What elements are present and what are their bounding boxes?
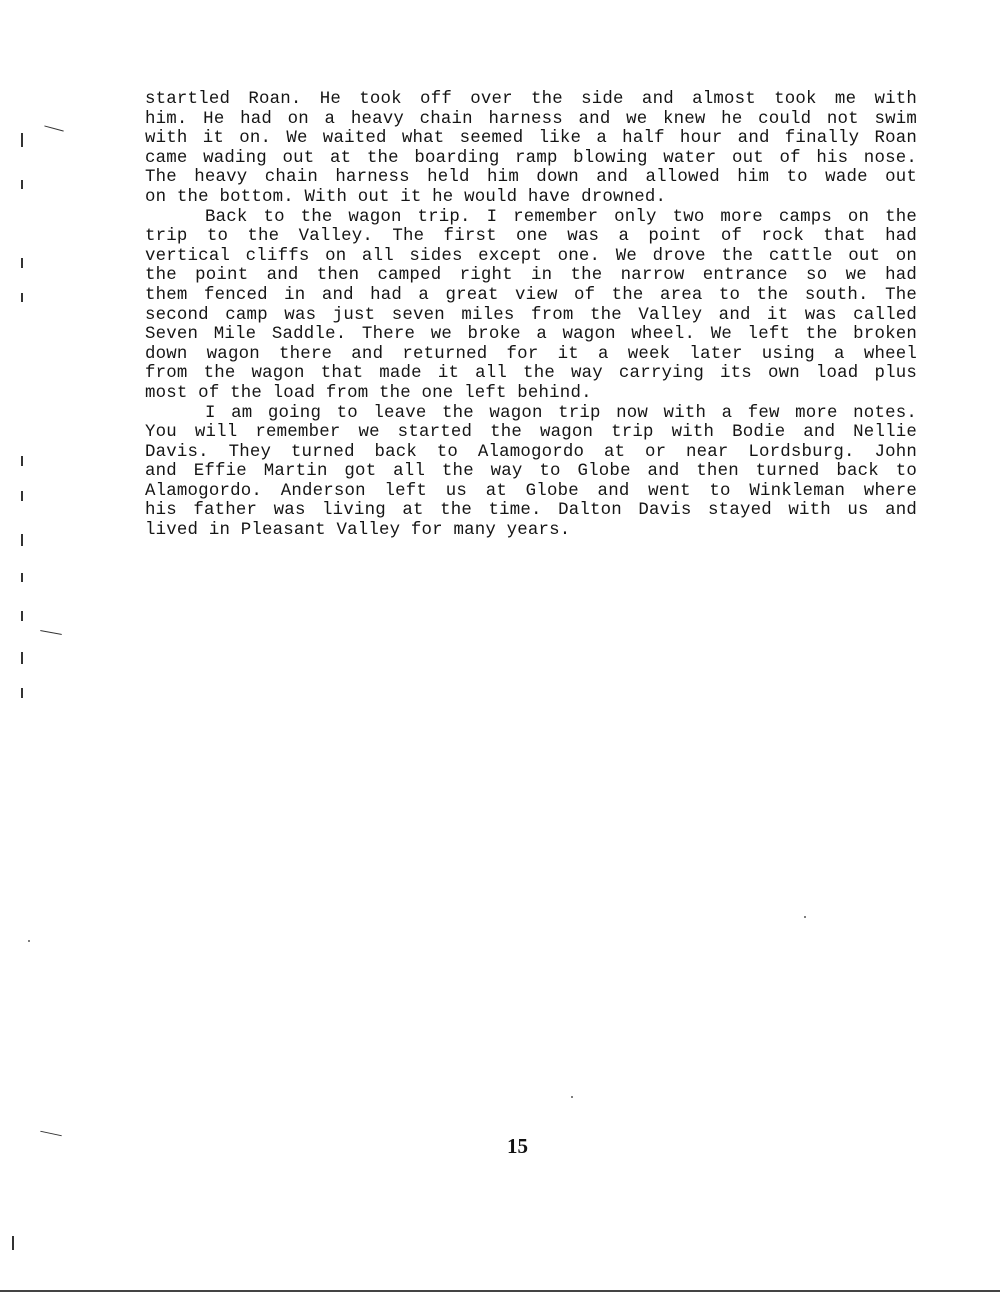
text-line: Davis. They turned back to Alamogordo at or near Lordsburg. John xyxy=(145,442,917,462)
scan-speck xyxy=(571,1096,573,1098)
text-line: second camp was just seven miles from the Valley and it was called xyxy=(145,305,917,325)
scan-mark xyxy=(21,652,23,664)
scan-speck xyxy=(804,916,806,918)
page-number: 15 xyxy=(507,1134,528,1158)
body-text xyxy=(145,90,917,541)
text-line: You will remember we started the wagon trip with Bodie and Nellie xyxy=(145,423,917,443)
scan-mark xyxy=(12,1236,14,1250)
scan-mark xyxy=(21,133,23,147)
text-line: with it on. We waited what seemed like a half hour and finally Roan xyxy=(145,129,917,149)
scan-mark xyxy=(21,534,23,546)
scan-speck xyxy=(28,940,30,942)
text-line: from the wagon that made it all the way carrying its own load plus xyxy=(145,364,917,384)
scan-mark xyxy=(40,1131,62,1137)
page-bottom-edge xyxy=(0,1290,1000,1292)
scan-mark xyxy=(21,293,23,302)
text-line: his father was living at the time. Dalton Davis stayed with us and xyxy=(145,501,917,521)
text-line: lived in Pleasant Valley for many years. xyxy=(145,521,571,541)
text-line: the point and then camped right in the narrow entrance so we had xyxy=(145,266,917,286)
text-line: and Effie Martin got all the way to Globe and then turned back to xyxy=(145,462,917,482)
scan-mark xyxy=(21,258,23,268)
text-line: trip to the Valley. The first one was a point of rock that had xyxy=(145,227,917,247)
text-line: I am going to leave the wagon trip now with a few more notes. xyxy=(205,403,917,423)
scan-mark xyxy=(21,180,23,189)
text-line: most of the load from the one left behind. xyxy=(145,383,592,403)
scan-mark xyxy=(21,491,23,501)
text-line: Back to the wagon trip. I remember only two more camps on the xyxy=(205,207,917,227)
text-line: Alamogordo. Anderson left us at Globe and went to Winkleman where xyxy=(145,481,917,501)
text-line: him. He had on a heavy chain harness and we knew he could not swim xyxy=(145,109,917,129)
text-line: vertical cliffs on all sides except one. We drove the cattle out on xyxy=(145,246,917,266)
scan-mark xyxy=(40,630,62,635)
text-line: them fenced in and had a great view of the area to the south. The xyxy=(145,285,917,305)
text-line: on the bottom. With out it he would have drowned. xyxy=(145,187,667,207)
text-line: came wading out at the boarding ramp blowing water out of his nose. xyxy=(145,148,917,168)
scan-mark xyxy=(21,573,23,582)
text-line: The heavy chain harness held him down and allowed him to wade out xyxy=(145,168,917,188)
scan-mark xyxy=(21,456,23,466)
text-line: Seven Mile Saddle. There we broke a wagon wheel. We left the broken xyxy=(145,325,917,345)
text-line: startled Roan. He took off over the side and almost took me with xyxy=(145,90,917,109)
scan-mark xyxy=(21,688,23,698)
text-line: down wagon there and returned for it a week later using a wheel xyxy=(145,344,917,364)
scan-mark xyxy=(21,611,23,621)
scan-mark xyxy=(44,125,64,132)
